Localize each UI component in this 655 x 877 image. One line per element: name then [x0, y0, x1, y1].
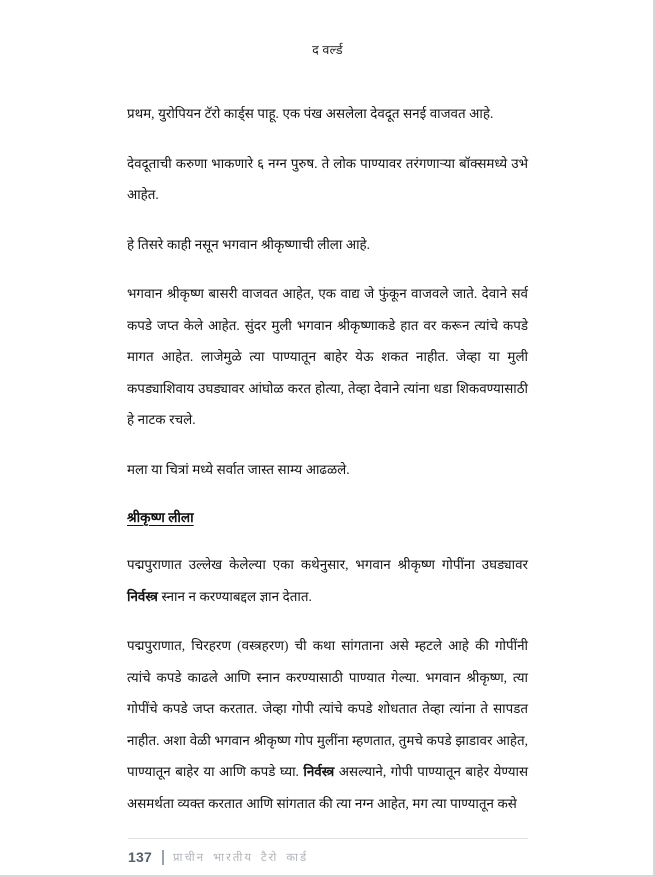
body-paragraph: भगवान श्रीकृष्ण बासरी वाजवत आहेत, एक वाद्य जे फुंकून वाजवले जाते. देवाने सर्व कपडे जप्त केले आहेत. सुंदर मुली भगवान श्रीकृष्णाकडे हात वर करून त्यांचे कपडे मागत आहेत. लाजेमुळे त्या पाण्यातून बाहेर येऊ शकत नाहीत. जेव्हा या मुली कपड्याशिवाय उघड्यावर आंघोळ करत होत्या, तेव्हा देवाने त्यांना धडा शिकवण्यासाठी हे नाटक रचले. — [127, 286, 528, 427]
emphasised-term: निर्वस्त्र — [127, 588, 158, 604]
body-paragraph — [127, 630, 528, 819]
paragraph-text: पद्मपुराणात, चिरहरण (वस्त्रहरण) ची कथा सांगताना असे म्हटले आहे की गोपींनी त्यांचे कपडे काढले आणि स्नान करण्यासाठी पाण्यात गेल्या. भगवान श्रीकृष्ण, त्या गोपींचे कपडे जप्त करतात. जेव्हा गोपी त्यांचे कपडे शोधतात तेव्हा त्यांना ते सापडत नाहीत. अशा वेळी भगवान श्रीकृष्ण गोप मुलींना म्हणतात, तुमचे कपडे झाडावर आहेत, पाण्यातून बाहेर या आणि कपडे घ्या. — [127, 638, 528, 779]
footer-vertical-divider — [162, 850, 164, 865]
page-body — [127, 98, 528, 819]
page-footer — [128, 847, 548, 867]
body-paragraph — [127, 549, 528, 612]
body-paragraph: प्रथम, युरोपियन टॅरो कार्ड्स पाहू. एक पंख असलेला देवदूत सनई वाजवत आहे. — [127, 106, 494, 121]
paragraph-text: स्नान न करण्याबद्दल ज्ञान देतात. — [157, 588, 312, 604]
footer-divider-rule — [128, 838, 528, 839]
section-heading-text: श्रीकृष्ण लीला — [127, 510, 194, 525]
body-paragraph: मला या चित्रां मध्ये सर्वात जास्त साम्य आढळले. — [127, 461, 350, 477]
footer-book-title: प्राचीन भारतीय टैरो कार्ड — [172, 851, 309, 864]
paragraph-text: पद्मपुराणात उल्लेख केलेल्या एका कथेनुसार, भगवान श्रीकृष्ण गोपींना उघड्यावर — [127, 557, 528, 572]
footer-page-number: 137 — [128, 849, 152, 865]
emphasised-term: निर्वस्त्र — [303, 764, 335, 779]
paragraph-text: असल्याने, गोपी पाण्यातून बाहेर येण्यास असमर्थता व्यक्त करतात आणि सांगतात की त्या नग्न आहेत, मग त्या पाण्यातून कसे — [127, 764, 528, 811]
body-paragraph: देवदूताची करुणा भाकणारे ६ नग्न पुरुष. ते लोक पाण्यावर तरंगणाऱ्या बॉक्समध्ये उभे आहेत. — [127, 155, 528, 202]
running-head: द वर्ल्ड — [312, 43, 343, 57]
body-paragraph: हे तिसरे काही नसून भगवान श्रीकृष्णाची लीला आहे. — [127, 236, 371, 252]
section-heading — [127, 503, 528, 533]
